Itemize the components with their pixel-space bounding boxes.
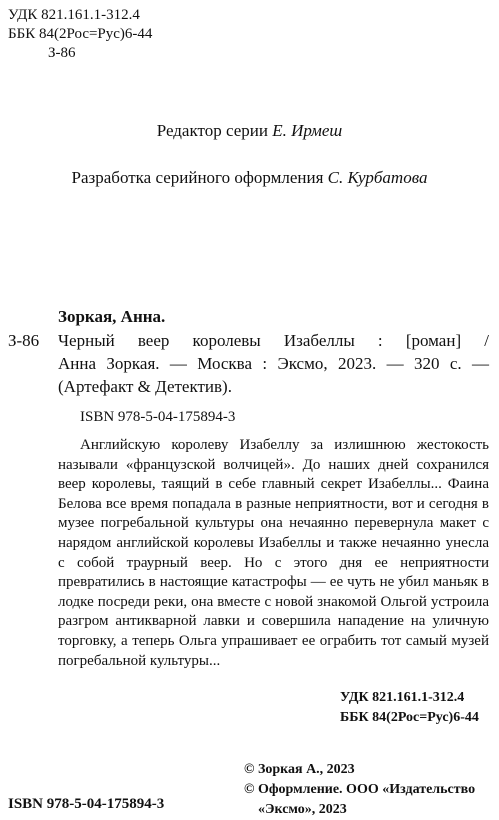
catalog-isbn: ISBN 978-5-04-175894-3: [80, 409, 236, 425]
copyright-design-2: «Эксмо», 2023: [258, 802, 347, 817]
author-mark: З-86: [48, 45, 76, 61]
editor-name: Е. Ирмеш: [272, 121, 343, 140]
udk-code: УДК 821.161.1-312.4: [8, 7, 140, 23]
editor-label: Редактор серии: [156, 121, 268, 140]
footer-isbn: ISBN 978-5-04-175894-3: [8, 796, 165, 812]
design-name: С. Курбатова: [327, 168, 428, 187]
bbk-code: ББК 84(2Рос=Рус)6-44: [8, 26, 153, 42]
design-label: Разработка серийного оформления: [71, 168, 324, 187]
catalog-title-line-1: Черный веер королевы Изабеллы : [роман] /: [58, 331, 489, 350]
annotation: [58, 436, 489, 671]
footer-bbk: ББК 84(2Рос=Рус)6-44: [340, 710, 479, 725]
catalog-mark: З-86: [8, 331, 40, 350]
series-design-line: [0, 168, 499, 188]
series-editor-line: [0, 121, 499, 141]
catalog-title-line-2: Анна Зоркая. — Москва : Эксмо, 2023. — 320 с. —: [58, 354, 489, 373]
annotation-text: Английскую королеву Изабеллу за излишнюю жестокость называли «французской волчицей». До наших дней сохранился веер королевы, таящий в себе главный секрет Изабеллы... Фаина Белова все время попадала в разные неприятности, вот и сегодня в музее погребальной культуры она нечаянно перевернула макет с нарядом английской королевы Изабеллы и также нечаянно унесла с собой траурный веер. Но с этого дня ее неприятности превратились в настоящие катастрофы — ее чуть не убил маньяк в лодке посреди реки, она вместе с новой знакомой Ольгой устроила разгром антикварной лавки и совершила нападение на уличную торговку, а теперь Ольга упрашивает ее ограбить тот самый музей погребальной культуры...: [58, 437, 489, 669]
copyright-design-1: © Оформление. ООО «Издательство: [244, 782, 476, 797]
footer-udk: УДК 821.161.1-312.4: [340, 690, 465, 705]
copyright-author: © Зоркая А., 2023: [244, 762, 355, 777]
catalog-title-line-3: (Артефакт & Детектив).: [58, 377, 232, 396]
catalog-author-heading: Зоркая, Анна.: [58, 307, 166, 326]
